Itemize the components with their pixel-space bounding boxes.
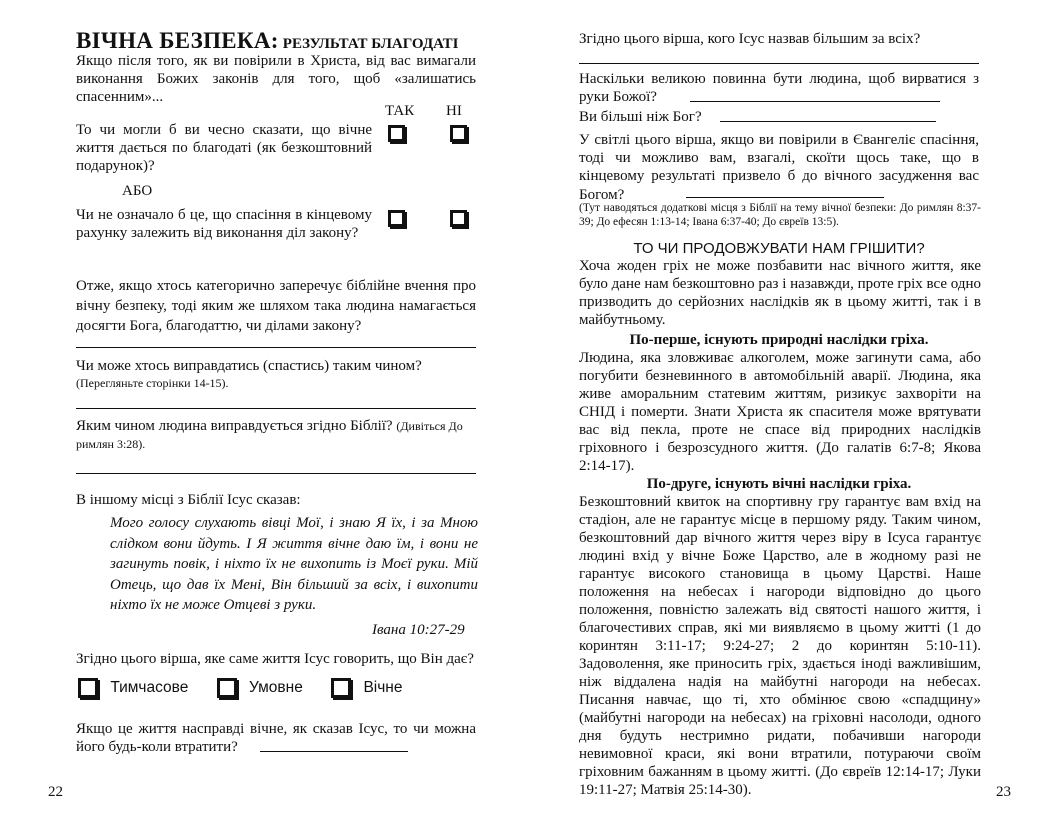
- additional-verses-note: (Тут наводяться додаткові місця з Біблії на тему вічної безпеки: До римлян 8:37-39; До ефесян 1:13-14; Івана 6:37-40; До євреїв 13:5).: [579, 202, 981, 228]
- option-temporary-label: Тимчасове: [110, 679, 189, 697]
- page-number-right: 23: [996, 784, 1011, 800]
- question-justified-bible: Яким чином людина виправдується згідно Біблії?: [76, 418, 393, 434]
- answer-line[interactable]: [76, 347, 476, 348]
- romans-reference-note: (Дивіться До римлян 3:28).: [76, 419, 463, 451]
- subheading-natural: По-перше, існують природні наслідки гріха.: [629, 332, 929, 348]
- question-greater-than-all: Згідно цього вірша, кого Ісус назвав більшим за всіх?: [579, 31, 921, 47]
- paragraph-natural-consequences: Людина, яка зловживає алкоголем, може загинути сама, або погубити безневинного в автомобільній аварії. Людина, яка живе аморальним статевим життям, ризикує захворіти на СНІД і померти. Знати Христа як спасителя може врятувати вас від пекла, проте не спасе від природних наслідків гріховного і безрозсудного життя. (До галатів 6:7-8; Якова 2:14-17).: [579, 350, 981, 474]
- question-justify-self: Чи може хтось виправдатись (спастись) таким чином?: [76, 358, 422, 374]
- question-works: Чи не означало б це, що спасіння в кінцевому рахунку залежить від виконання діл закону?: [76, 207, 372, 241]
- yes-column-header: ТАК: [385, 103, 415, 119]
- answer-line[interactable]: [76, 473, 476, 474]
- checkbox-grace-no[interactable]: [450, 125, 467, 142]
- question-which-life: Згідно цього вірша, яке саме життя Ісус говорить, що Він дає?: [76, 651, 474, 667]
- question-how-big: Наскільки великою повинна бути людина, щоб вирватися з руки Божої?: [579, 71, 979, 105]
- paragraph-sin-consequences: Хоча жоден гріх не може позбавити нас вічного життя, яке було дане нам безкоштовно раз і назавжди, проте гріх все одно призводить до серйозних наслідків як в цьому житті, так і в майбутньому.: [579, 258, 981, 328]
- no-column-header: НІ: [446, 103, 462, 119]
- answer-line-short[interactable]: [686, 197, 884, 198]
- question-grace: То чи могли б ви чесно сказати, що вічне життя дається по благодаті (як безкоштовний подарунок)?: [76, 122, 372, 174]
- option-eternal-label: Вічне: [363, 679, 403, 697]
- question-lose-life: Якщо це життя насправді вічне, як сказав Ісус, то чи можна його будь-коли втратити?: [76, 721, 476, 755]
- question-eternal-security: Отже, якщо хтось категорично заперечує біблійне вчення про вічну безпеку, тоді яким же шляхом така людина намагається досягти Бога, благодаттю, чи ділами закону?: [76, 278, 476, 334]
- question-greater-than-god: Ви більші ніж Бог?: [579, 109, 702, 125]
- page-number-left: 22: [48, 784, 63, 800]
- or-label: АБО: [122, 183, 153, 199]
- intro-paragraph: Якщо після того, як ви повірили в Христа, від вас вимагали виконання Божих законів для того, щоб «залишатись спасенним»...: [76, 53, 476, 105]
- answer-line-short[interactable]: [260, 751, 408, 752]
- quote-intro: В іншому місці з Біблії Ісус сказав:: [76, 492, 301, 508]
- title-main: ВІЧНА БЕЗПЕКА:: [76, 28, 279, 53]
- see-pages-note: (Перегляньте сторінки 14-15).: [76, 376, 229, 390]
- paragraph-eternal-consequences: Безкоштовний квиток на спортивну гру гарантує вам вхід на стадіон, але не гарантує місце в першому ряду. Таким чином, безкоштовний дар вічного життя через віру в Ісуса гарантує людині вхід у вічне Боже Царство, але в жодному разі не гарантує високого становища в цьому Царстві. Наше положення на небесах і нагороди відповідно до цього положення, повністю залежать від святості нашого життя, і благочестивих справ, які ми виявляємо в цьому житті (1 до коринтян 3:11-17; 9:24-27; 2 до коринтян 5:10-11). Задоволення, яке приносить гріх, здається іноді важливішим, ніж віддалена надія на майбутні нагороди на небесах. Писання навчає, що ті, хто обмінює свою «спадщину» (майбутні нагороди на небесах) на гріховні насолоди, одного дня будуть нестримно ридати, побачивши нагороди невимовної краси, які вони втратили, потураючи своїм гріховним бажанням в цьому житті. (До євреїв 12:14-17; Луки 19:11-27; Матвія 25:14-30).: [579, 494, 981, 798]
- title-subtitle: РЕЗУЛЬТАТ БЛАГОДАТІ: [282, 36, 459, 52]
- answer-line-short[interactable]: [720, 121, 936, 122]
- life-options: [78, 678, 402, 698]
- checkbox-conditional[interactable]: [217, 678, 237, 698]
- page-title: [76, 28, 478, 54]
- subheading-eternal: По-друге, існують вічні наслідки гріха.: [646, 476, 912, 492]
- quote-reference: Івана 10:27-29: [372, 622, 465, 638]
- checkbox-grace-yes[interactable]: [388, 125, 405, 142]
- section-heading: ТО ЧИ ПРОДОВЖУВАТИ НАМ ГРІШИТИ?: [633, 240, 925, 257]
- bible-quote: Мого голосу слухають вівці Мої, і знаю Я їх, і за Мною слідком вони йдуть. І Я життя вічне даю їм, і вони не загинуть повік, і ніхто їх не вихопить із Моєї руки. Мій Отець, що дав їх Мені, Він більший за всіх, і вихопити ніхто їх не може Отцеві з руки.: [110, 515, 478, 613]
- checkbox-works-yes[interactable]: [388, 210, 405, 227]
- question-condemnation: У світлі цього вірша, якщо ви повірили в Євангеліє спасіння, тоді чи можливо вам, взагалі, скоїти щось таке, що в кінцевому результаті призвело б до вічного засудження вас Богом?: [579, 132, 979, 203]
- answer-line[interactable]: [76, 408, 476, 409]
- checkbox-temporary[interactable]: [78, 678, 98, 698]
- option-conditional-label: Умовне: [248, 679, 303, 697]
- checkbox-works-no[interactable]: [450, 210, 467, 227]
- checkbox-eternal[interactable]: [331, 678, 351, 698]
- answer-line[interactable]: [579, 63, 979, 64]
- answer-line-short[interactable]: [690, 101, 940, 102]
